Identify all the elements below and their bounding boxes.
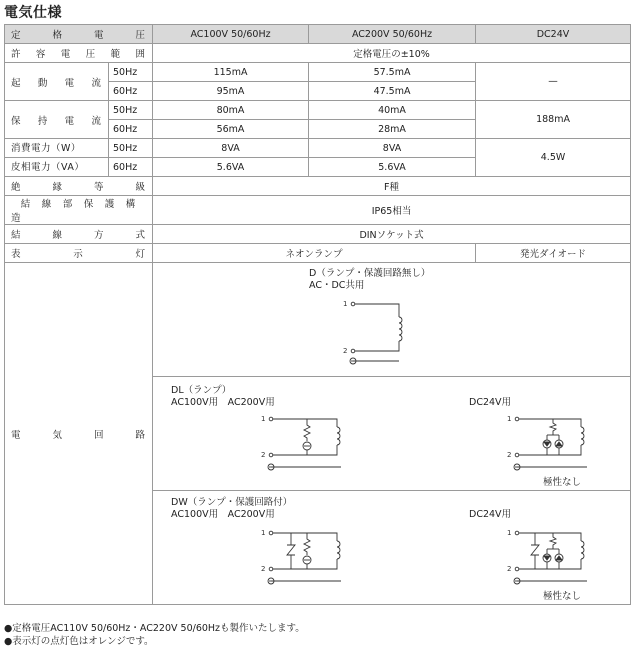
header-dc24: DC24V bbox=[476, 25, 631, 44]
circuit-d-title: D（ランプ・保護回路無し） bbox=[309, 268, 431, 279]
terminal-1-label: 1 bbox=[507, 529, 512, 537]
cell-value: 80mA bbox=[153, 101, 309, 120]
terminal-2-label: 2 bbox=[507, 565, 512, 573]
row-holding-50 bbox=[5, 101, 631, 120]
row-tolerance bbox=[5, 44, 631, 63]
value-wiring: DINソケット式 bbox=[153, 225, 631, 244]
label-holding-current: 保 持 電 流 bbox=[5, 101, 109, 139]
note-item: ●定格電圧AC110V 50/60Hz・AC220V 50/60Hzも製作いたします。 bbox=[4, 623, 305, 634]
label-starting-current: 起 動 電 流 bbox=[5, 63, 109, 101]
circuit-dl-dc-diagram bbox=[503, 413, 593, 479]
value-insulation: F種 bbox=[153, 177, 631, 196]
hz-50: 50Hz bbox=[109, 101, 153, 120]
cell-value: 5.6VA bbox=[153, 158, 309, 177]
cell-dc-holding: 188mA bbox=[476, 101, 631, 139]
circuit-dl-polarity-note: 極性なし bbox=[543, 477, 582, 488]
note-item: ●表示灯の点灯色はオレンジです。 bbox=[4, 636, 154, 647]
row-circuit-d bbox=[5, 263, 631, 377]
terminal-1-label: 1 bbox=[261, 529, 266, 537]
wire bbox=[355, 304, 399, 317]
circuit-dw-title: DW（ランプ・保護回路付） bbox=[171, 497, 293, 508]
cell-value: 40mA bbox=[309, 101, 476, 120]
coil-icon bbox=[337, 541, 340, 559]
section-title: 電気仕様 bbox=[4, 5, 62, 21]
cell-value: 56mA bbox=[153, 120, 309, 139]
circuit-dw-ac-diagram bbox=[257, 527, 347, 593]
terminal-2-label: 2 bbox=[261, 565, 266, 573]
circuit-d-cell bbox=[153, 263, 631, 377]
cell-value: 8VA bbox=[309, 139, 476, 158]
header-row bbox=[5, 25, 631, 44]
hz-60: 60Hz bbox=[109, 120, 153, 139]
terminal-1-label: 1 bbox=[343, 300, 348, 308]
row-power-50 bbox=[5, 139, 631, 158]
cell-value: 28mA bbox=[309, 120, 476, 139]
label-apparent-power: 皮相電力（VA） bbox=[5, 158, 109, 177]
cell-value: 57.5mA bbox=[309, 63, 476, 82]
value-tolerance: 定格電圧の±10% bbox=[153, 44, 631, 63]
cell-dc-power: 4.5W bbox=[476, 139, 631, 177]
coil-icon bbox=[337, 427, 340, 445]
circuit-dl-cell bbox=[153, 377, 631, 491]
hz-60: 60Hz bbox=[109, 158, 153, 177]
row-wiring bbox=[5, 225, 631, 244]
cell-value: 115mA bbox=[153, 63, 309, 82]
circuit-dl-title: DL（ランプ） bbox=[171, 385, 232, 396]
label-wiring: 結 線 方 式 bbox=[5, 225, 153, 244]
varistor-icon bbox=[287, 545, 295, 555]
label-indicator: 表 示 灯 bbox=[5, 244, 153, 263]
cell-value: 8VA bbox=[153, 139, 309, 158]
row-starting-50 bbox=[5, 63, 631, 82]
row-insulation bbox=[5, 177, 631, 196]
value-protection: IP65相当 bbox=[153, 196, 631, 225]
circuit-dw-cell bbox=[153, 491, 631, 605]
resistor-icon bbox=[304, 419, 310, 441]
coil-icon bbox=[399, 317, 402, 341]
label-power-consumption: 消費電力（W） bbox=[5, 139, 109, 158]
circuit-dw-subtitle: AC100V用 AC200V用 bbox=[171, 509, 275, 520]
resistor-icon bbox=[550, 419, 556, 435]
circuit-dl-subtitle: AC100V用 AC200V用 bbox=[171, 397, 275, 408]
terminal-2-label: 2 bbox=[261, 451, 266, 459]
notes bbox=[4, 622, 305, 648]
value-indicator-ac: ネオンランプ bbox=[153, 244, 476, 263]
hz-50: 50Hz bbox=[109, 139, 153, 158]
circuit-dw-dc-diagram bbox=[503, 527, 593, 593]
terminal-dot bbox=[351, 302, 355, 306]
circuit-dl-dc-title: DC24V用 bbox=[469, 397, 512, 408]
label-protection: 結 線 部 保 護 構 造 bbox=[5, 196, 153, 225]
zener-icon bbox=[531, 545, 539, 555]
terminal-2-label: 2 bbox=[343, 347, 348, 355]
resistor-icon bbox=[304, 533, 310, 555]
circuit-d-diagram bbox=[339, 295, 439, 367]
label-tolerance: 許 容 電 圧 範 囲 bbox=[5, 44, 153, 63]
hz-60: 60Hz bbox=[109, 82, 153, 101]
terminal-1-label: 1 bbox=[507, 415, 512, 423]
header-rated-voltage: 定 格 電 圧 bbox=[5, 25, 153, 44]
terminal-2-label: 2 bbox=[507, 451, 512, 459]
cell-value: 5.6VA bbox=[309, 158, 476, 177]
coil-icon bbox=[581, 541, 584, 559]
header-ac100: AC100V 50/60Hz bbox=[153, 25, 309, 44]
resistor-icon bbox=[550, 533, 556, 549]
label-insulation: 絶 縁 等 級 bbox=[5, 177, 153, 196]
value-indicator-dc: 発光ダイオード bbox=[476, 244, 631, 263]
header-ac200: AC200V 50/60Hz bbox=[309, 25, 476, 44]
circuit-dw-polarity-note: 極性なし bbox=[543, 591, 582, 602]
row-protection bbox=[5, 196, 631, 225]
circuit-d-subtitle: AC・DC共用 bbox=[309, 280, 365, 291]
spec-table bbox=[4, 24, 631, 605]
hz-50: 50Hz bbox=[109, 63, 153, 82]
cell-value: 95mA bbox=[153, 82, 309, 101]
cell-value: 47.5mA bbox=[309, 82, 476, 101]
circuit-dl-ac-diagram bbox=[257, 413, 347, 479]
row-indicator bbox=[5, 244, 631, 263]
wire bbox=[355, 341, 399, 351]
label-circuit: 電 気 回 路 bbox=[5, 263, 153, 605]
terminal-dot bbox=[351, 349, 355, 353]
circuit-dw-dc-title: DC24V用 bbox=[469, 509, 512, 520]
coil-icon bbox=[581, 427, 584, 445]
cell-dc-starting: — bbox=[476, 63, 631, 101]
terminal-1-label: 1 bbox=[261, 415, 266, 423]
